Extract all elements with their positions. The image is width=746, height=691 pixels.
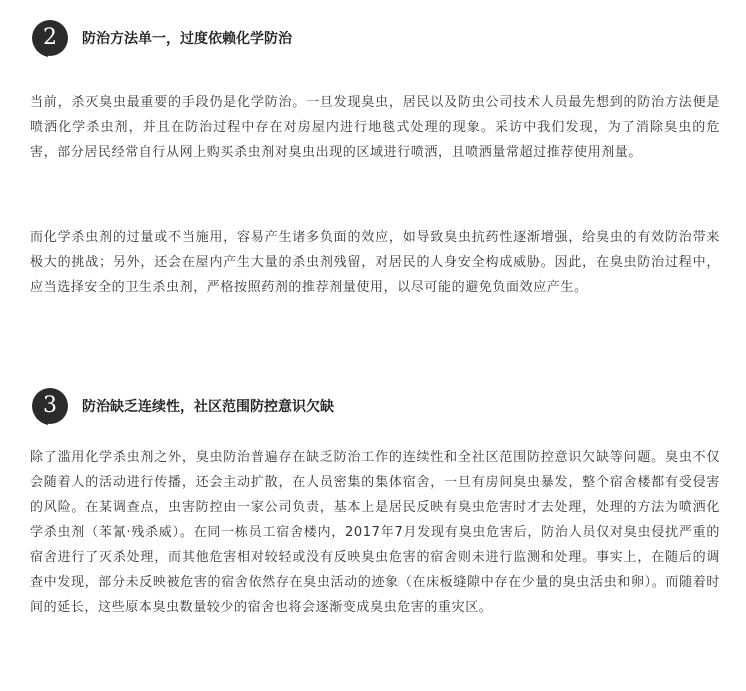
paragraph: 而化学杀虫剂的过量或不当施用，容易产生诸多负面的效应，如导致臭虫抗药性逐渐增强，给臭虫的有效防治带来极大的挑战；另外，还会在屋内产生大量的杀虫剂残留，对居民的人身安全构成威胁。因此，在臭虫防治过程中，应当选择安全的卫生杀虫剂，严格按照药剂的推荐剂量使用，以尽可能的避免负面效应产生。 bbox=[30, 230, 720, 295]
section-title: 防治缺乏连续性，社区范围防控意识欠缺 bbox=[82, 399, 334, 415]
section-number: 3 bbox=[43, 393, 57, 418]
number-badge bbox=[30, 18, 70, 58]
number-badge bbox=[30, 386, 70, 426]
section-heading-3 bbox=[30, 386, 334, 426]
section-heading-2 bbox=[30, 18, 292, 58]
section-title: 防治方法单一，过度依赖化学防治 bbox=[82, 31, 292, 47]
section-number: 2 bbox=[43, 25, 57, 50]
paragraph: 当前，杀灭臭虫最重要的手段仍是化学防治。一旦发现臭虫，居民以及防虫公司技术人员最先想到的防治方法便是喷洒化学杀虫剂，并且在防治过程中存在对房屋内进行地毯式处理的现象。采访中我们发现，为了消除臭虫的危害，部分居民经常自行从网上购买杀虫剂对臭虫出现的区域进行喷洒，且喷洒量常超过推荐使用剂量。 bbox=[30, 95, 720, 160]
paragraph: 除了滥用化学杀虫剂之外，臭虫防治普遍存在缺乏防治工作的连续性和全社区范围防控意识欠缺等问题。臭虫不仅会随着人的活动进行传播，还会主动扩散，在人员密集的集体宿舍，一旦有房间臭虫暴发，整个宿舍楼都有受侵害的风险。在某调查点，虫害防控由一家公司负责，基本上是居民反映有臭虫危害时才去处理，处理的方法为喷洒化学杀虫剂（苯氰·残杀威）。在同一栋员工宿舍楼内，2017年7月发现有臭虫危害后，防治人员仅对臭虫侵扰严重的宿舍进行了灭杀处理，而其他危害相对较轻或没有反映臭虫危害的宿舍则未进行监测和处理。事实上，在随后的调查中发现，部分未反映被危害的宿舍依然存在臭虫活动的迹象（在床板缝隙中存在少量的臭虫活虫和卵）。而随着时间的延长，这些原本臭虫数量较少的宿舍也将会逐渐变成臭虫危害的重灾区。 bbox=[30, 450, 720, 615]
